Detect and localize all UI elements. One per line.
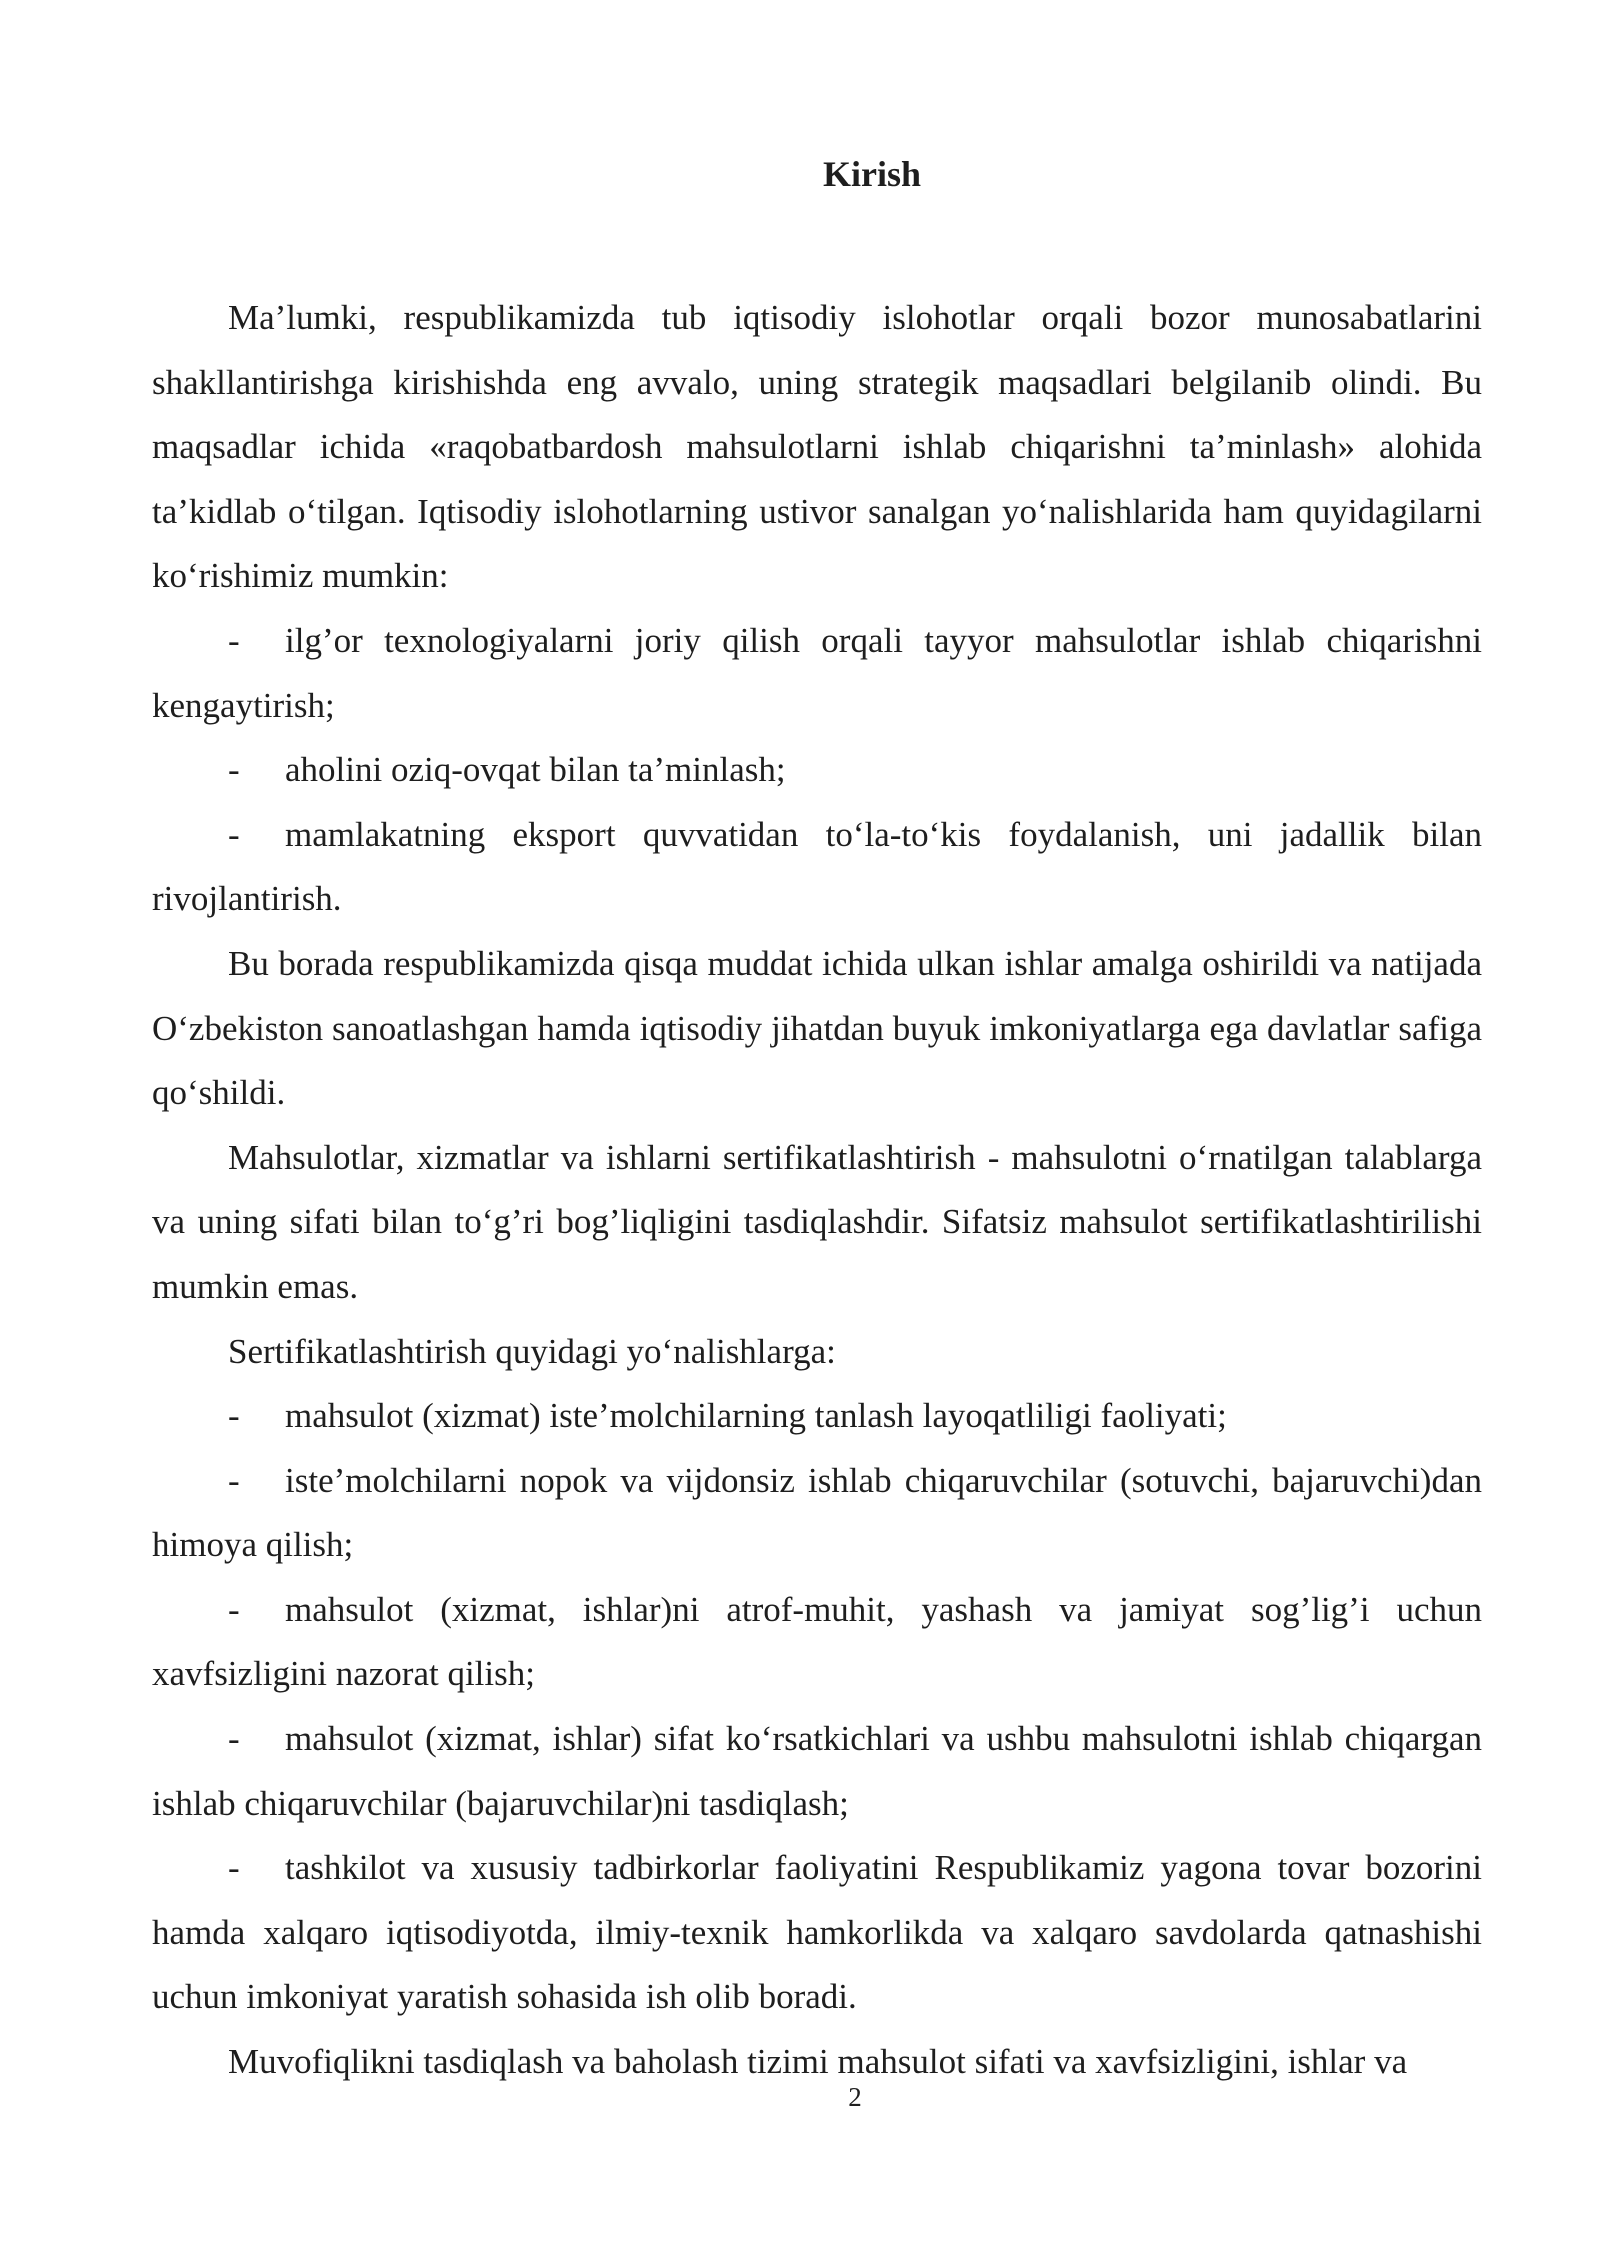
body-paragraph: Sertifikatlashtirish quyidagi yo‘nalishlarga: (228, 1331, 836, 1371)
page-number: 2 (848, 2082, 862, 2112)
body-paragraph: Ma’lumki, respublikamizda tub iqtisodiy islohotlar orqali bozor munosabatlarini shakllantirishga kirishishda eng avvalo, uning strategik maqsadlari belgilanib olindi. Bu maqsadlar ichida «raqobatbardosh mahsulotlarni ishlab chiqarishni ta’minlash» alohida ta’kidlab o‘tilgan. Iqtisodiy islohotlarning ustivor sanalgan yo‘nalishlarida ham quyidagilarni ko‘rishimiz mumkin: (152, 298, 1482, 596)
list-item-text: mahsulot (xizmat) iste’molchilarning tanlash layoqatliligi faoliyati; (285, 1396, 1227, 1436)
list-item (152, 609, 1482, 738)
list-item (152, 1707, 1482, 1836)
list-item (152, 738, 1482, 803)
body-paragraph: Bu borada respublikamizda qisqa muddat ichida ulkan ishlar amalga oshirildi va natijada O‘zbekiston sanoatlashgan hamda iqtisodiy jihatdan buyuk imkoniyatlarga ega davlatlar safiga qo‘shildi. (152, 943, 1482, 1113)
list-item (152, 1384, 1482, 1449)
document-body (152, 286, 1482, 2095)
list-marker: - (228, 1848, 240, 1888)
list-item (152, 1578, 1482, 1707)
list-item-text: mamlakatning eksport quvvatidan to‘la-to‘kis foydalanish, uni jadallik bilan rivojlantirish. (152, 814, 1482, 919)
list-marker: - (228, 1589, 240, 1629)
body-paragraph: Muvofiqlikni tasdiqlash va baholash tizimi mahsulot sifati va xavfsizligini, ishlar va (228, 2042, 1408, 2082)
list-marker: - (228, 750, 240, 790)
page-title: Kirish (822, 154, 921, 194)
list-item (152, 1449, 1482, 1578)
list-marker: - (228, 1719, 240, 1759)
list-item-text: aholini oziq-ovqat bilan ta’minlash; (285, 750, 786, 790)
body-paragraph: Mahsulotlar, xizmatlar va ishlarni sertifikatlashtirish - mahsulotni o‘rnatilgan talablarga va uning sifati bilan to‘g’ri bog’liqligini tasdiqlashdir. Sifatsiz mahsulot sertifikatlashtirilishi mumkin emas. (152, 1137, 1482, 1306)
list-item-text: tashkilot va xususiy tadbirkorlar faoliyatini Respublikamiz yagona tovar bozorini hamda xalqaro iqtisodiyotda, ilmiy-texnik hamkorlikda va xalqaro savdolarda qatnashishi uchun imkoniyat yaratish sohasida ish olib boradi. (152, 1848, 1482, 2017)
list-item-text: ilg’or texnologiyalarni joriy qilish orqali tayyor mahsulotlar ishlab chiqarishni kengaytirish; (152, 620, 1482, 725)
list-item (152, 803, 1482, 932)
list-item-text: mahsulot (xizmat, ishlar) sifat ko‘rsatkichlari va ushbu mahsulotni ishlab chiqargan ishlab chiqaruvchilar (bajaruvchilar)ni tasdiqlash; (152, 1719, 1482, 1823)
list-item (152, 1836, 1482, 2030)
list-marker: - (228, 814, 240, 854)
list-item-text: mahsulot (xizmat, ishlar)ni atrof-muhit, yashash va jamiyat sog’lig’i uchun xavfsizligini nazorat qilish; (152, 1589, 1482, 1694)
list-marker: - (228, 620, 240, 660)
list-marker: - (228, 1460, 240, 1500)
list-item-text: iste’molchilarni nopok va vijdonsiz ishlab chiqaruvchilar (sotuvchi, bajaruvchi)dan himoya qilish; (152, 1460, 1482, 1565)
list-marker: - (228, 1396, 240, 1436)
